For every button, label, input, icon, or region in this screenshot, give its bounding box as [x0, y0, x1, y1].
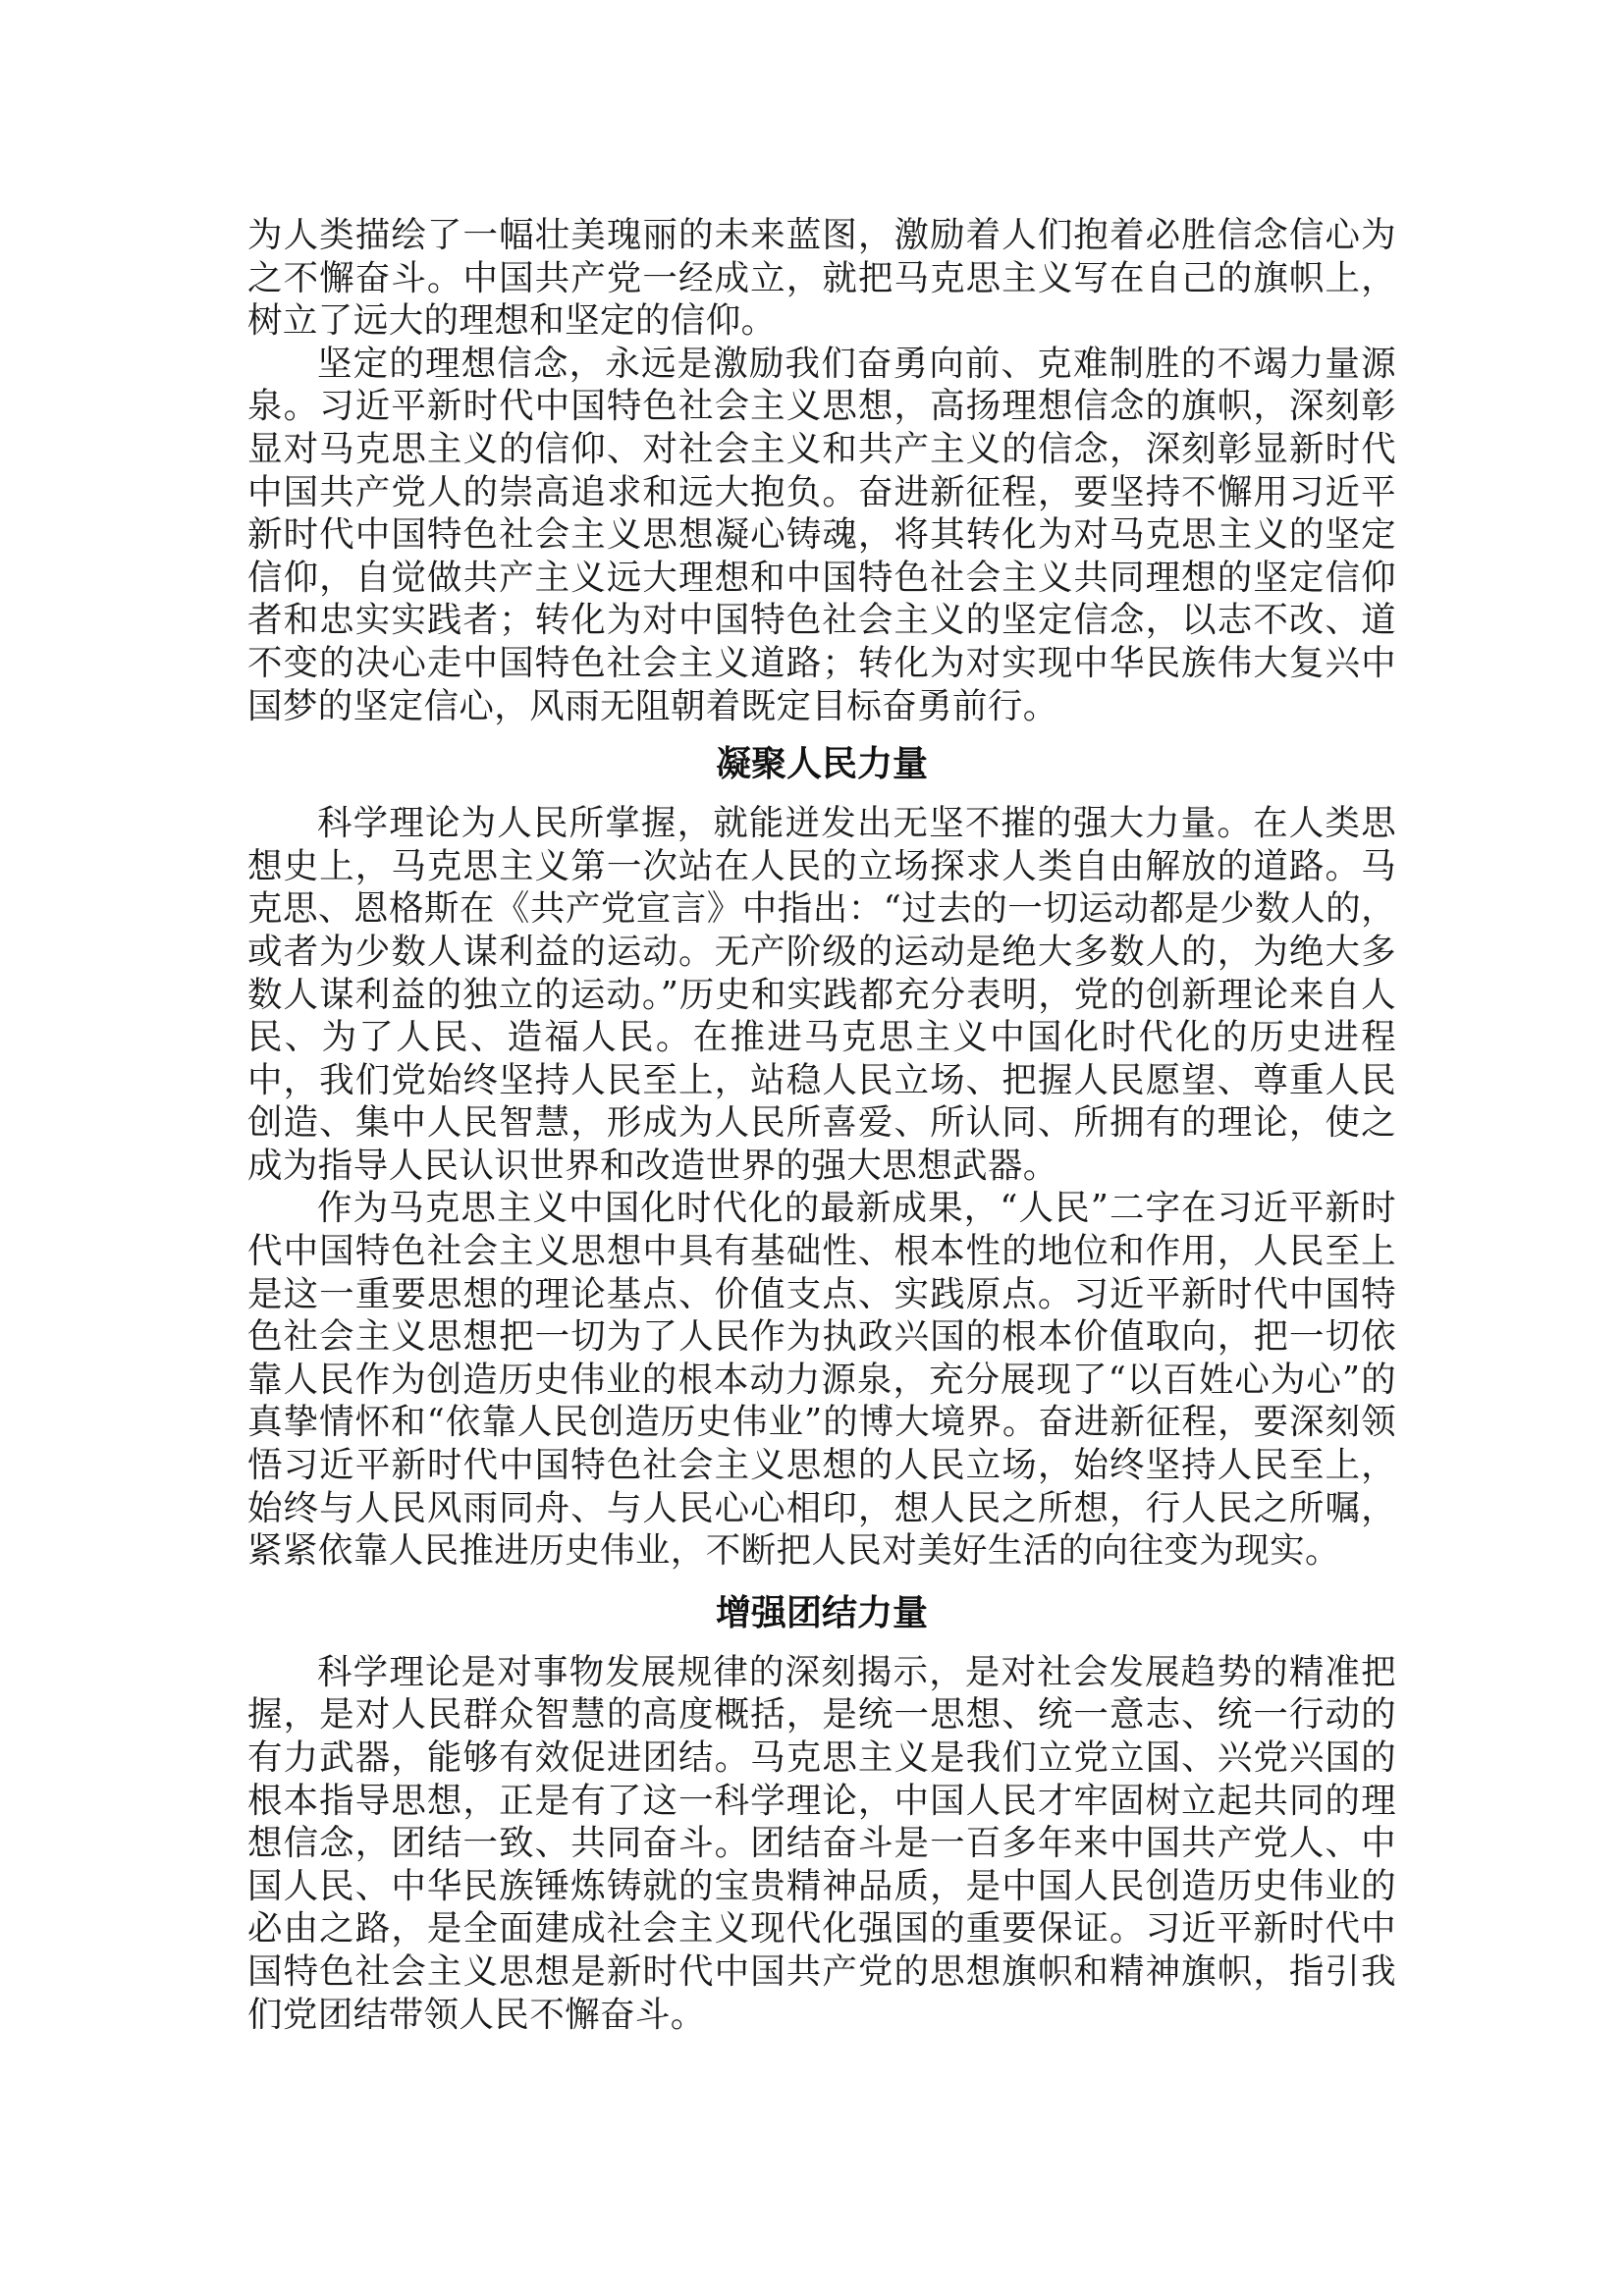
- document-page: [247, 214, 1396, 2036]
- body-paragraph: 作为马克思主义中国化时代化的最新成果，“人民”二字在习近平新时代中国特色社会主义思想中具有基础性、根本性的地位和作用，人民至上是这一重要思想的理论基点、价值支点、实践原点。习近平新时代中国特色社会主义思想把一切为了人民作为执政兴国的根本价值取向，把一切依靠人民作为创造历史伟业的根本动力源泉，充分展现了“以百姓心为心”的真挚情怀和“依靠人民创造历史伟业”的博大境界。奋进新征程，要深刻领悟习近平新时代中国特色社会主义思想的人民立场，始终坚持人民至上，始终与人民风雨同舟、与人民心心相印，想人民之所想，行人民之所嘱，紧紧依靠人民推进历史伟业，不断把人民对美好生活的向往变为现实。: [247, 1188, 1396, 1572]
- body-paragraph: 科学理论为人民所掌握，就能迸发出无坚不摧的强大力量。在人类思想史上，马克思主义第一次站在人民的立场探求人类自由解放的道路。马克思、恩格斯在《共产党宣言》中指出：“过去的一切运动都是少数人的，或者为少数人谋利益的运动。无产阶级的运动是绝大多数人的，为绝大多数人谋利益的独立的运动。”历史和实践都充分表明，党的创新理论来自人民、为了人民、造福人民。在推进马克思主义中国化时代化的历史进程中，我们党始终坚持人民至上，站稳人民立场、把握人民愿望、尊重人民创造、集中人民智慧，形成为人民所喜爱、所认同、所拥有的理论，使之成为指导人民认识世界和改造世界的强大思想武器。: [247, 803, 1396, 1186]
- section-heading: 增强团结力量: [715, 1592, 928, 1633]
- body-paragraph: 坚定的理想信念，永远是激励我们奋勇向前、克难制胜的不竭力量源泉。习近平新时代中国特色社会主义思想，高扬理想信念的旗帜，深刻彰显对马克思主义的信仰、对社会主义和共产主义的信念，深刻彰显新时代中国共产党人的崇高追求和远大抱负。奋进新征程，要坚持不懈用习近平新时代中国特色社会主义思想凝心铸魂，将其转化为对马克思主义的坚定信仰，自觉做共产主义远大理想和中国特色社会主义共同理想的坚定信仰者和忠实实践者；转化为对中国特色社会主义的坚定信念，以志不改、道不变的决心走中国特色社会主义道路；转化为对实现中华民族伟大复兴中国梦的坚定信心，风雨无阻朝着既定目标奋勇前行。: [247, 343, 1396, 726]
- body-paragraph: 为人类描绘了一幅壮美瑰丽的未来蓝图，激励着人们抱着必胜信念信心为之不懈奋斗。中国共产党一经成立，就把马克思主义写在自己的旗帜上，树立了远大的理想和坚定的信仰。: [247, 215, 1396, 342]
- body-paragraph: 科学理论是对事物发展规律的深刻揭示，是对社会发展趋势的精准把握，是对人民群众智慧的高度概括，是统一思想、统一意志、统一行动的有力武器，能够有效促进团结。马克思主义是我们立党立国、兴党兴国的根本指导思想，正是有了这一科学理论，中国人民才牢固树立起共同的理想信念，团结一致、共同奋斗。团结奋斗是一百多年来中国共产党人、中国人民、中华民族锤炼铸就的宝贵精神品质，是中国人民创造历史伟业的必由之路，是全面建成社会主义现代化强国的重要保证。习近平新时代中国特色社会主义思想是新时代中国共产党的思想旗帜和精神旗帜，指引我们党团结带领人民不懈奋斗。: [247, 1651, 1396, 2035]
- section-heading: 凝聚人民力量: [715, 744, 928, 785]
